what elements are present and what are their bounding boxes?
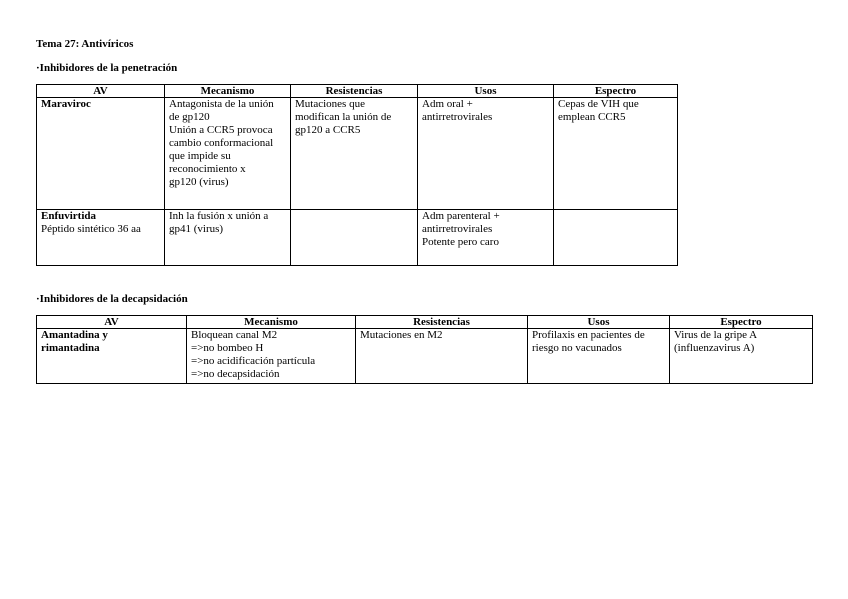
text-line: Unión a CCR5 provoca: [169, 124, 273, 136]
text-line: cambio conformacional: [169, 137, 274, 149]
cell-av: [37, 210, 165, 266]
cell-resistencias: [291, 98, 418, 210]
table-row: [37, 210, 678, 266]
column-header-av: AV: [37, 85, 165, 98]
drug-name: Maraviroc: [41, 98, 91, 110]
cell-mecanismo: [165, 98, 291, 210]
text-line: de gp120: [169, 111, 210, 123]
text-line: antirretrovirales: [422, 111, 493, 123]
section-heading-penetration: ·Inhibidores de la penetración: [36, 62, 178, 74]
cell-av: [37, 98, 165, 210]
text-line: antirretrovirales: [422, 223, 493, 235]
text-line: =>no decapsidación: [191, 368, 280, 380]
text-line: Inh la fusión x unión a: [169, 210, 269, 222]
text-line: riesgo no vacunados: [532, 342, 622, 354]
document-title: Tema 27: Antivíricos: [36, 38, 134, 50]
column-header-mecanismo: Mecanismo: [165, 85, 291, 98]
drug-name: Amantadina y: [41, 329, 108, 341]
decapsidation-inhibitors-table: [36, 315, 813, 384]
text-line: Mutaciones en M2: [360, 329, 443, 341]
cell-espectro: [670, 329, 813, 384]
cell-espectro: [554, 210, 678, 266]
text-line: Cepas de VIH que: [558, 98, 639, 110]
column-header-usos: Usos: [528, 316, 670, 329]
text-line: Mutaciones que: [295, 98, 365, 110]
penetration-inhibitors-table: [36, 84, 678, 266]
text-line: (influenzavirus A): [674, 342, 755, 354]
cell-resistencias: [291, 210, 418, 266]
text-line: =>no acidificación partícula: [191, 355, 316, 367]
cell-resistencias: [356, 329, 528, 384]
drug-name: rimantadina: [41, 342, 100, 354]
column-header-resistencias: Resistencias: [356, 316, 528, 329]
text-line: reconocimiento x: [169, 163, 246, 175]
cell-mecanismo: [187, 329, 356, 384]
drug-name: Enfuvirtida: [41, 210, 97, 222]
text-line: Profilaxis en pacientes de: [532, 329, 645, 341]
table-row: [37, 329, 813, 384]
text-line: que impide su: [169, 150, 231, 162]
cell-usos: [528, 329, 670, 384]
text-line: emplean CCR5: [558, 111, 626, 123]
text-line: Antagonista de la unión: [169, 98, 274, 110]
text-line: Virus de la gripe A: [674, 329, 758, 341]
column-header-resistencias: Resistencias: [291, 85, 418, 98]
text-line: gp41 (virus): [169, 223, 224, 235]
text-line: gp120 a CCR5: [295, 124, 361, 136]
text-line: Adm parenteral +: [422, 210, 500, 222]
text-line: =>no bombeo H: [191, 342, 264, 354]
cell-usos: [418, 210, 554, 266]
table-row: [37, 98, 678, 210]
column-header-av: AV: [37, 316, 187, 329]
column-header-mecanismo: Mecanismo: [187, 316, 356, 329]
text-line: gp120 (virus): [169, 176, 229, 188]
section-heading-decapsidation: ·Inhibidores de la decapsidación: [36, 293, 188, 305]
text-line: Bloquean canal M2: [191, 329, 278, 341]
cell-mecanismo: [165, 210, 291, 266]
text-line: Adm oral +: [422, 98, 473, 110]
text-line: Potente pero caro: [422, 236, 499, 248]
cell-usos: [418, 98, 554, 210]
text-line: modifican la unión de: [295, 111, 392, 123]
drug-description: Péptido sintético 36 aa: [41, 223, 141, 235]
cell-av: [37, 329, 187, 384]
cell-espectro: [554, 98, 678, 210]
column-header-espectro: Espectro: [554, 85, 678, 98]
table-header-row: [37, 316, 813, 329]
table-header-row: [37, 85, 678, 98]
column-header-usos: Usos: [418, 85, 554, 98]
column-header-espectro: Espectro: [670, 316, 813, 329]
